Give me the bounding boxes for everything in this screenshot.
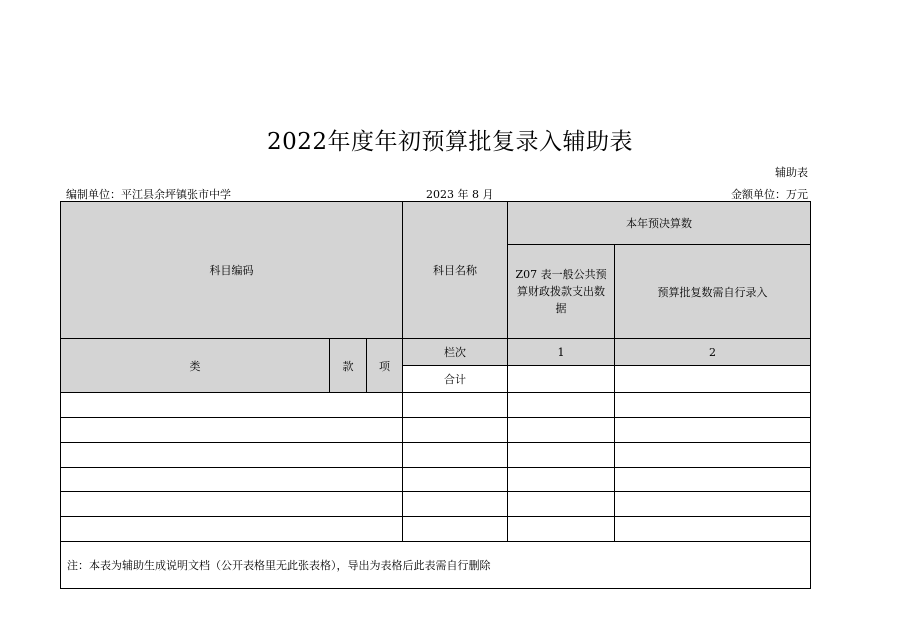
row-code-cell <box>61 517 403 542</box>
row-name-cell <box>403 393 508 418</box>
subject-code-header: 科目编码 <box>61 202 403 339</box>
row-name-cell <box>403 443 508 468</box>
row-value-2 <box>615 443 811 468</box>
row-value-1 <box>508 418 615 443</box>
z07-column-header: Z07 表一般公共预算财政拨款支出数据 <box>508 245 615 339</box>
kuan-header: 款 <box>330 339 367 393</box>
row-value-1 <box>508 468 615 492</box>
budget-group-header: 本年预决算数 <box>508 202 811 245</box>
compiling-unit: 编制单位：平江县余坪镇张市中学 <box>66 188 231 201</box>
table-row <box>61 443 811 468</box>
table-row <box>61 393 811 418</box>
table-row <box>61 517 811 542</box>
row-code-cell <box>61 418 403 443</box>
row-value-1 <box>508 393 615 418</box>
row-value-1 <box>508 443 615 468</box>
total-label: 合计 <box>403 366 508 393</box>
budget-table <box>60 201 811 589</box>
row-code-cell <box>61 443 403 468</box>
row-value-2 <box>615 393 811 418</box>
table-subtitle: 辅助表 <box>775 166 808 179</box>
row-name-cell <box>403 492 508 517</box>
row-code-cell <box>61 492 403 517</box>
total-value-1 <box>508 366 615 393</box>
column-number-2: 2 <box>615 339 811 366</box>
total-value-2 <box>615 366 811 393</box>
row-value-2 <box>615 418 811 443</box>
row-code-cell <box>61 393 403 418</box>
row-name-cell <box>403 517 508 542</box>
row-value-2 <box>615 492 811 517</box>
row-value-2 <box>615 468 811 492</box>
subject-name-header: 科目名称 <box>403 202 508 339</box>
xiang-header: 项 <box>367 339 403 393</box>
lei-header: 类 <box>61 339 330 393</box>
table-row <box>61 468 811 492</box>
page-title: 2022年度年初预算批复录入辅助表 <box>266 129 634 155</box>
row-name-cell <box>403 418 508 443</box>
lanci-label: 栏次 <box>403 339 508 366</box>
report-date: 2023 年 8 月 <box>426 188 494 201</box>
row-value-2 <box>615 517 811 542</box>
approved-budget-column-header: 预算批复数需自行录入 <box>615 245 811 339</box>
row-name-cell <box>403 468 508 492</box>
table-row <box>61 492 811 517</box>
money-unit: 金额单位：万元 <box>731 188 808 201</box>
table-row <box>61 418 811 443</box>
row-code-cell <box>61 468 403 492</box>
row-value-1 <box>508 517 615 542</box>
column-number-1: 1 <box>508 339 615 366</box>
row-value-1 <box>508 492 615 517</box>
table-note: 注：本表为辅助生成说明文档（公开表格里无此张表格），导出为表格后此表需自行删除 <box>61 542 811 589</box>
